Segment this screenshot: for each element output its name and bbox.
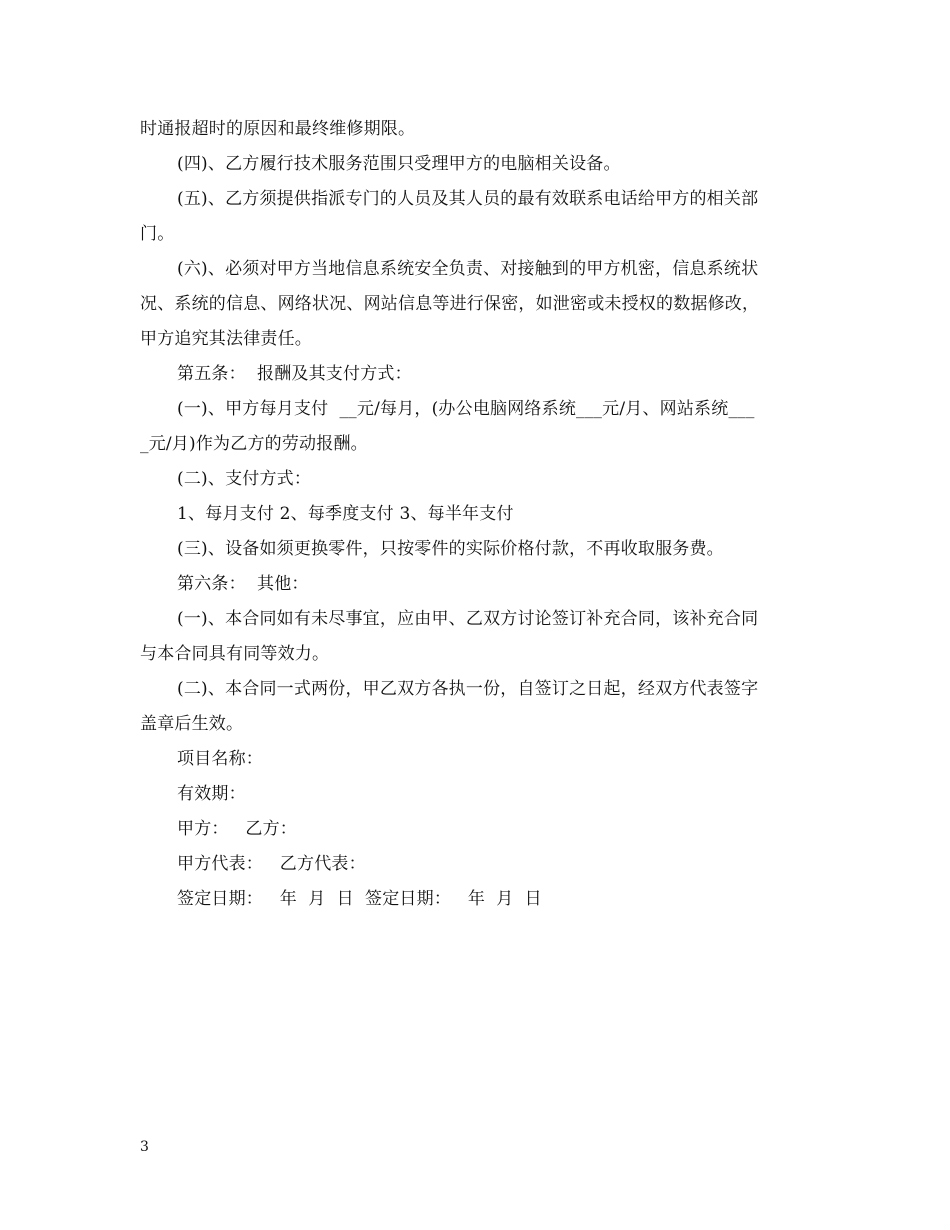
contract-line-9: (一)、甲方每月支付 __元/每月，(办公电脑网络系统___元/月、网站系统___ <box>177 399 755 419</box>
article-5-heading: 第五条： 报酬及其支付方式： <box>177 364 412 384</box>
contract-line-3: (五)、乙方须提供指派专门的人员及其人员的最有效联系电话给甲方的相关部 <box>177 189 759 209</box>
contract-line-18: 盖章后生效。 <box>140 714 244 734</box>
contract-line-6: 况、系统的信息、网络状况、网站信息等进行保密，如泄密或未授权的数据修改， <box>140 294 760 314</box>
parties-field: 甲方： 乙方： <box>177 819 298 839</box>
contract-line-2: (四)、乙方履行技术服务范围只受理甲方的电脑相关设备。 <box>177 154 621 174</box>
project-name-field: 项目名称： <box>177 749 263 769</box>
contract-line-5: (六)、必须对甲方当地信息系统安全负责、对接触到的甲方机密，信息系统状 <box>177 259 759 279</box>
contract-line-16: 与本合同具有同等效力。 <box>140 644 330 664</box>
contract-line-13: (三)、设备如须更换零件，只按零件的实际价格付款，不再收取服务费。 <box>177 539 724 559</box>
page-number: 3 <box>140 1139 149 1155</box>
representatives-field: 甲方代表： 乙方代表： <box>177 854 366 874</box>
signing-dates-field: 签定日期： 年 月 日 签定日期： 年 月 日 <box>177 889 542 909</box>
contract-body <box>140 112 820 917</box>
contract-line-11: (二)、支付方式： <box>177 469 312 489</box>
validity-period-field: 有效期： <box>177 784 246 804</box>
contract-line-7: 甲方追究其法律责任。 <box>140 329 312 349</box>
contract-line-17: (二)、本合同一式两份，甲乙双方各执一份，自签订之日起，经双方代表签字 <box>177 679 759 699</box>
contract-line-15: (一)、本合同如有未尽事宜，应由甲、乙双方讨论签订补充合同，该补充合同 <box>177 609 759 629</box>
payment-options-line: 1、每月支付 2、每季度支付 3、每半年支付 <box>177 504 514 524</box>
contract-line-4: 门。 <box>140 224 175 244</box>
contract-line-1: 时通报超时的原因和最终维修期限。 <box>140 119 416 139</box>
contract-line-10: _元/月)作为乙方的劳动报酬。 <box>140 434 368 454</box>
article-6-heading: 第六条： 其他： <box>177 574 309 594</box>
